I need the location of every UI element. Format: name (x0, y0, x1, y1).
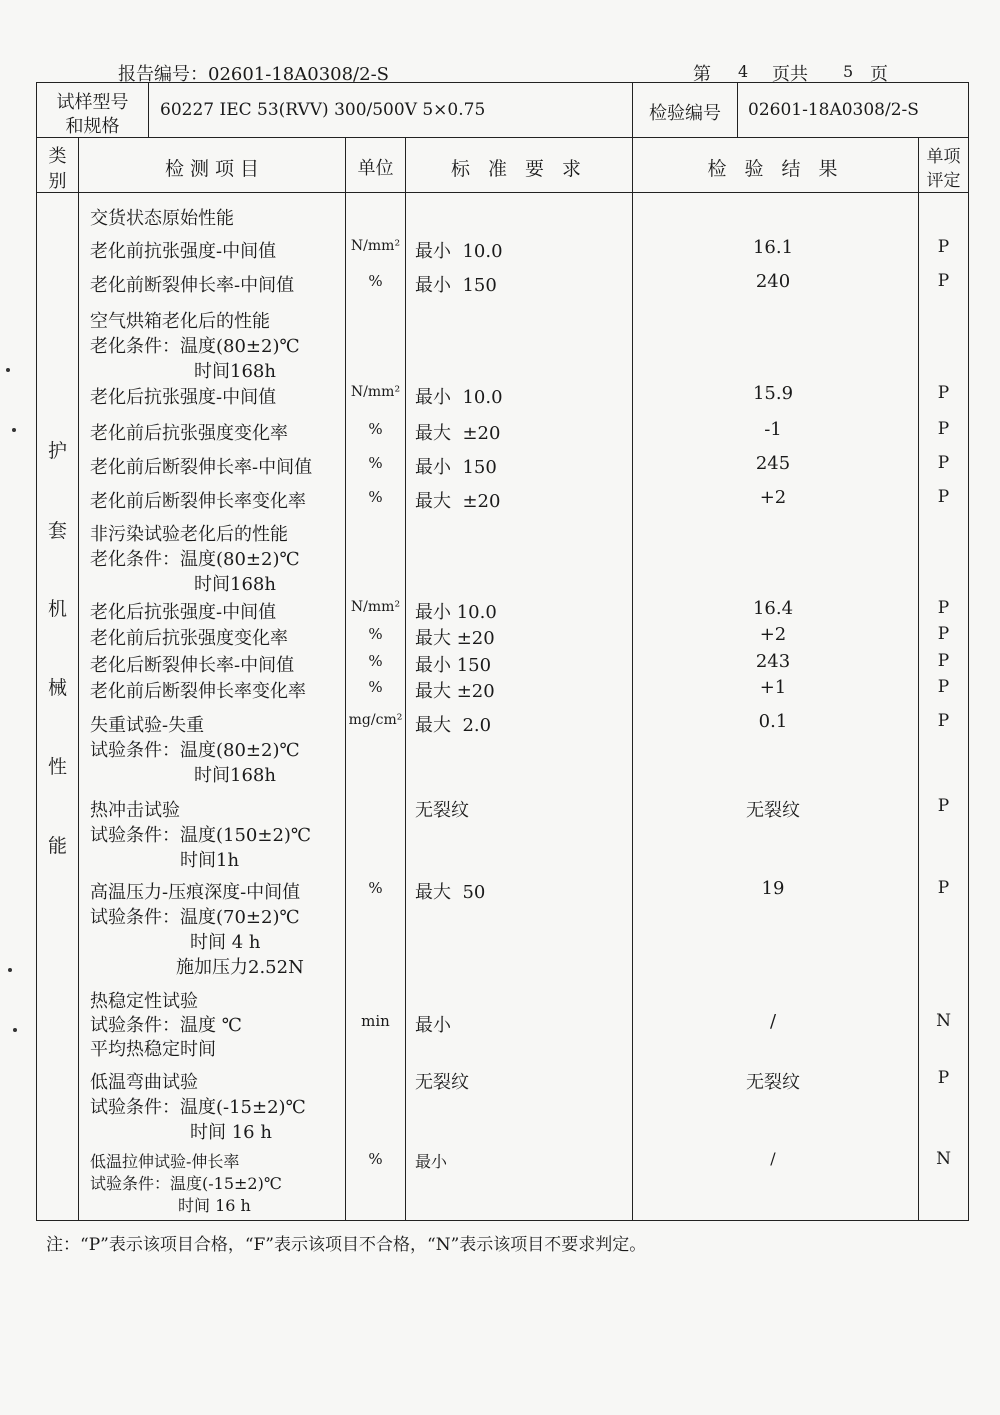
unit-cell: % (368, 272, 383, 290)
result-cell: 15.9 (752, 383, 794, 404)
result-cell: 无裂纹 (746, 1072, 800, 1093)
standard-cell: 最小 10.0 (415, 241, 503, 262)
category-char: 套 (47, 520, 67, 542)
page-total: 5 (843, 62, 854, 81)
test-condition: 时间168h (194, 574, 276, 595)
scan-speck (13, 1028, 17, 1032)
judgement-cell: P (937, 383, 950, 403)
unit-cell: % (368, 879, 383, 897)
unit-cell: N/mm² (350, 238, 401, 254)
test-condition: 试验条件：温度(-15±2)℃ (90, 1097, 306, 1118)
standard-cell: 最大 50 (415, 882, 486, 903)
standard-cell: 最小 10.0 (415, 387, 503, 408)
model-label-2: 和规格 (65, 116, 120, 137)
col-judge-1: 单项 (926, 147, 961, 167)
test-item-name: 空气烘箱老化后的性能 (90, 311, 270, 332)
unit-cell: % (368, 678, 383, 696)
result-cell: / (770, 1149, 776, 1168)
col-unit-header: 单位 (357, 158, 394, 179)
judgement-cell: P (937, 237, 950, 257)
unit-cell: % (368, 454, 383, 472)
judgement-cell: P (937, 651, 950, 671)
judgement-cell: N (936, 1011, 951, 1031)
unit-cell: N/mm² (350, 599, 401, 615)
judgement-cell: P (937, 487, 950, 507)
standard-cell: 最小 10.0 (415, 602, 497, 623)
result-cell: +2 (759, 624, 787, 645)
col-item-header: 检 测 项 目 (164, 158, 260, 180)
test-item-name: 非污染试验老化后的性能 (90, 524, 288, 545)
result-cell: 19 (761, 878, 785, 899)
test-item-name: 老化后断裂伸长率-中间值 (90, 655, 295, 676)
test-condition: 试验条件：温度(70±2)℃ (90, 907, 300, 928)
test-item-name: 热稳定性试验 (90, 991, 198, 1012)
result-cell: 0.1 (758, 711, 788, 732)
judgement-cell: P (937, 453, 950, 473)
test-condition: 时间168h (194, 361, 276, 382)
judgement-cell: N (936, 1149, 951, 1169)
result-cell: +1 (759, 677, 787, 698)
judgement-cell: P (937, 598, 950, 618)
scan-speck (6, 368, 10, 372)
inspect-no-value: 02601-18A0308/2-S (748, 100, 919, 120)
judgement-cell: P (937, 677, 950, 697)
standard-cell: 最大 ±20 (415, 423, 501, 444)
test-condition: 老化条件：温度(80±2)℃ (90, 336, 300, 357)
judgement-cell: P (937, 419, 950, 439)
page-current: 4 (738, 62, 749, 81)
test-condition: 时间 4 h (190, 932, 261, 953)
standard-cell: 无裂纹 (415, 1072, 469, 1093)
test-item-name: 老化前后断裂伸长率变化率 (90, 491, 306, 512)
page-di: 第 (693, 64, 711, 85)
result-cell: 16.1 (752, 237, 794, 258)
test-condition: 时间 16 h (190, 1122, 272, 1143)
judgement-cell: P (937, 271, 950, 291)
standard-cell: 最小 150 (415, 457, 497, 478)
test-condition: 试验条件：温度(80±2)℃ (90, 740, 300, 761)
test-condition: 试验条件：温度(150±2)℃ (90, 825, 312, 846)
scan-speck (12, 428, 16, 432)
test-item-name: 老化前后抗张强度变化率 (90, 628, 288, 649)
test-item-name: 老化前抗张强度-中间值 (90, 241, 277, 262)
result-cell: 240 (755, 271, 791, 292)
scan-speck (8, 968, 12, 972)
test-item-name: 失重试验-失重 (90, 715, 205, 736)
standard-cell: 最大 2.0 (415, 715, 492, 736)
test-condition: 时间1h (180, 850, 240, 871)
judgement-cell: P (937, 711, 950, 731)
result-cell: 无裂纹 (746, 800, 800, 821)
test-condition: 时间168h (194, 765, 276, 786)
col-category-2: 别 (48, 171, 67, 192)
judgement-cell: P (937, 1068, 950, 1088)
test-item-name: 老化后抗张强度-中间值 (90, 387, 277, 408)
category-char: 械 (47, 677, 67, 699)
standard-cell: 最小 150 (415, 655, 492, 676)
test-item-name: 交货状态原始性能 (90, 208, 234, 229)
test-item-name: 老化前断裂伸长率-中间值 (90, 275, 295, 296)
test-item-name: 老化前后抗张强度变化率 (90, 423, 288, 444)
category-char: 能 (47, 835, 67, 857)
test-item-name: 老化后抗张强度-中间值 (90, 602, 277, 623)
result-cell: 243 (755, 651, 791, 672)
col-category-1: 类 (48, 146, 67, 167)
col-judge-2: 评定 (926, 171, 961, 191)
model-value: 60227 IEC 53(RVV) 300/500V 5×0.75 (160, 100, 486, 120)
test-item-name: 老化前后断裂伸长率变化率 (90, 681, 306, 702)
test-item-name: 高温压力-压痕深度-中间值 (90, 882, 301, 903)
unit-cell: % (368, 488, 383, 506)
test-condition: 平均热稳定时间 (90, 1039, 216, 1060)
page-gong: 页共 (772, 64, 808, 85)
col-result-header: 检 验 结 果 (707, 158, 844, 180)
category-char: 护 (47, 440, 67, 462)
unit-cell: % (368, 1150, 383, 1168)
unit-cell: % (368, 420, 383, 438)
judgement-cell: P (937, 878, 950, 898)
test-item-name: 热冲击试验 (90, 800, 180, 821)
test-item-name: 低温拉伸试验-伸长率 (90, 1152, 240, 1171)
standard-cell: 最小 150 (415, 275, 497, 296)
standard-cell: 最大 ±20 (415, 628, 495, 649)
judgement-cell: P (937, 624, 950, 644)
inspect-no-label: 检验编号 (649, 103, 721, 124)
report-number: 报告编号：02601-18A0308/2-S (118, 64, 389, 85)
col-standard-header: 标 准 要 求 (450, 158, 588, 180)
result-cell: +2 (759, 487, 787, 508)
test-condition: 老化条件：温度(80±2)℃ (90, 549, 300, 570)
result-cell: 245 (755, 453, 791, 474)
standard-cell: 最大 ±20 (415, 681, 495, 702)
test-condition: 试验条件：温度(-15±2)℃ (90, 1174, 282, 1193)
unit-cell: % (368, 625, 383, 643)
test-item-name: 老化前后断裂伸长率-中间值 (90, 457, 313, 478)
test-condition: 试验条件：温度 ℃ (90, 1015, 242, 1036)
judgement-cell: P (937, 796, 950, 816)
test-item-name: 低温弯曲试验 (90, 1072, 198, 1093)
model-label-1: 试样型号 (56, 92, 129, 113)
standard-cell: 无裂纹 (415, 800, 469, 821)
test-condition: 时间 16 h (178, 1196, 251, 1215)
standard-cell: 最大 ±20 (415, 491, 501, 512)
unit-cell: % (368, 652, 383, 670)
result-cell: 16.4 (752, 598, 794, 619)
standard-cell: 最小 (415, 1152, 448, 1171)
result-cell: -1 (764, 419, 782, 440)
category-char: 性 (47, 756, 67, 778)
page-ye: 页 (870, 64, 888, 85)
result-cell: / (769, 1011, 777, 1032)
test-condition: 施加压力2.52N (176, 957, 304, 978)
category-char: 机 (47, 598, 67, 620)
unit-cell: N/mm² (350, 384, 401, 400)
footnote: 注：“P”表示该项目合格，“F”表示该项目不合格，“N”表示该项目不要求判定。 (46, 1235, 647, 1255)
unit-cell: min (361, 1012, 390, 1030)
unit-cell: mg/cm² (348, 712, 403, 728)
standard-cell: 最小 (415, 1015, 451, 1036)
